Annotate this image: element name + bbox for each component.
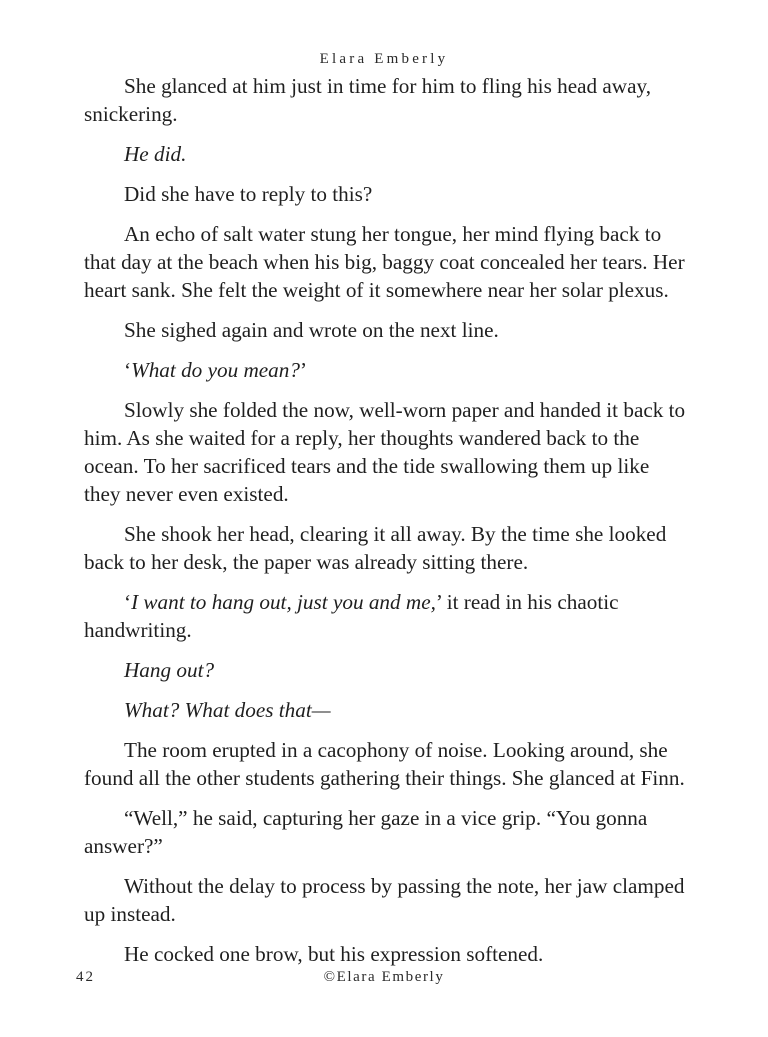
paragraph: Without the delay to process by passing the note, her jaw clamped up instead. <box>84 874 685 926</box>
paragraph: Slowly she folded the now, well-worn paper and handed it back to him. As she waited for a reply, her thoughts wandered back to the ocean. To her sacrificed tears and the tide swallowing them up like they never even existed. <box>84 398 686 506</box>
paragraph: The room erupted in a cacophony of noise. Looking around, she found all the other students gathering their things. She glanced at Finn. <box>84 738 685 790</box>
paragraph: “Well,” he said, capturing her gaze in a vice grip. “You gonna answer?” <box>84 806 648 858</box>
paragraph: He did. <box>124 142 187 166</box>
paragraph: He cocked one brow, but his expression softened. <box>124 942 544 966</box>
paragraph: ‘I want to hang out, just you and me,’ it read in his chaotic handwriting. <box>84 590 619 642</box>
body-text <box>84 72 690 980</box>
paragraph: She shook her head, clearing it all away. By the time she looked back to her desk, the paper was already sitting there. <box>84 522 667 574</box>
paragraph: What? What does that— <box>124 698 331 722</box>
copyright-footer: ©Elara Emberly <box>323 969 445 985</box>
page-number: 42 <box>76 969 95 985</box>
paragraph: She glanced at him just in time for him to fling his head away, snickering. <box>84 74 652 126</box>
paragraph: Did she have to reply to this? <box>124 182 373 206</box>
paragraph: Hang out? <box>124 658 215 682</box>
paragraph: ‘What do you mean?’ <box>124 358 308 382</box>
running-header-author: Elara Emberly <box>319 51 449 67</box>
paragraph: She sighed again and wrote on the next line. <box>124 318 499 342</box>
paragraph: An echo of salt water stung her tongue, her mind flying back to that day at the beach when his big, baggy coat concealed her tears. Her heart sank. She felt the weight of it somewhere near her solar plexus. <box>84 222 685 302</box>
